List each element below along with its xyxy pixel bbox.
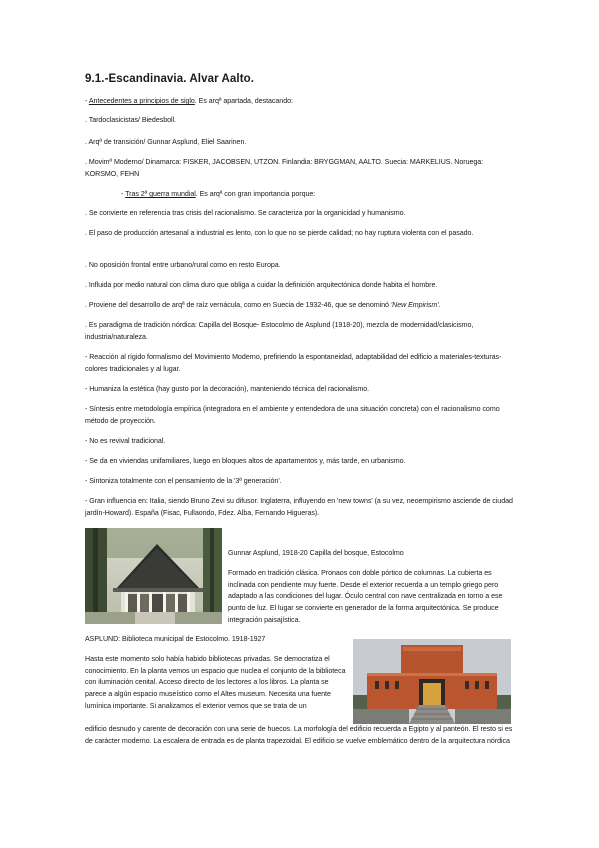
paragraph-vernacula [85, 300, 513, 312]
chapel-photo [85, 528, 222, 624]
paragraph-medio-natural: . Influida por medio natural con clima duro que obliga a cuidar la definición arquitectónica donde habita el hombre. [85, 281, 438, 289]
heading-tras-guerra: Tras 2ª guerra mundial [125, 190, 196, 198]
paragraph-antecedentes [85, 96, 513, 108]
paragraph-tras-guerra [121, 189, 513, 201]
paragraph-sintesis: - Síntesis entre metodología empírica (integradora en el ambiente y entendedora de una situación concreta) con el racionalismo como método de proyección. [85, 405, 500, 425]
paragraph-revival: - No es revival tradicional. [85, 437, 166, 445]
paragraph-viviendas: - Se da en viviendas unifamiliares, luego en bloques altos de apartamentos y, más tarde, en urbanismo. [85, 457, 406, 465]
paragraph-text: . Es arqª con gran importancia porque: [195, 190, 316, 198]
paragraph-text: . Es arqª apartada, destacando: [194, 97, 293, 105]
paragraph-transicion: . Arqª de transición/ Gunnar Asplund, Eliel Saarinen. [85, 138, 247, 146]
paragraph-text: . Proviene del desarrollo de arqª de raíz vernácula, como en Suecia de 1932-46, que se denominó [85, 301, 391, 309]
new-empirism-term: 'New Empirism' [390, 301, 439, 309]
heading-antecedentes: Antecedentes a principios de siglo [88, 97, 195, 105]
paragraph-text: . [438, 301, 441, 309]
paragraph-movimiento-moderno: . Movimº Moderno/ Dinamarca: FISKER, JACOBSEN, UTZON. Finlandia: BRYGGMAN, AALTO. Suecia: MARKELIUS. Noruega: KORSMO, FEHN [85, 158, 484, 178]
library-photo [353, 639, 511, 724]
list-dash: - [121, 190, 126, 198]
paragraph-paradigma: . Es paradigma de tradición nórdica: Capilla del Bosque- Estocolmo de Asplund (1918-20), mezcla de modernidad/clasicismo, industria/naturaleza. [85, 321, 474, 341]
chapel-description: Formado en tradición clásica. Pronaos con doble pórtico de columnas. La cubierta es inclinada con pendiente muy fuerte. Desde el exterior recuerda a un templo griego pero adaptado a las condiciones del lugar. Óculo central con nave centralizada en torno a ese punto de luz. El lugar se convierte en generador de la forma arquitectónica. Se produce integración paisajística. [228, 569, 503, 624]
paragraph-reaccion: - Reacción al rígido formalismo del Movimiento Moderno, prefiriendo la espontaneidad, adaptabilidad del edificio a materiales-texturas-colores tradicionales y al lugar. [85, 353, 502, 373]
library-description-narrow: Hasta este momento solo había habido bibliotecas privadas. Se democratiza el conocimiento. En la planta vemos un espacio que nuclea el conjunto de la biblioteca con iluminación cenital. Acceso directo de los lectores a los libros. La planta se parece a algún espacio museístico como el Altes museum. Necesita una fuente lumínica importante. Si analizamos el exterior vemos que se trata de un [85, 655, 346, 710]
paragraph-sintoniza: - Sintoniza totalmente con el pensamiento de la '3ª generación'. [85, 477, 282, 485]
paragraph-humaniza: - Humaniza la estética (hay gusto por la decoración), manteniendo técnica del racionalismo. [85, 385, 370, 393]
paragraph-tardoclasicistas: . Tardoclasicistas/ Biedesboll. [85, 116, 176, 124]
paragraph-referencia: . Se convierte en referencia tras crisis del racionalismo. Se caracteriza por la organicidad y humanismo. [85, 209, 406, 217]
library-description-full: edificio desnudo y carente de decoración con una serie de huecos. La morfología del edificio recuerda a Egipto y al panteón. El resto si es de carácter moderno. La escalera de entrada es de planta trapezoidal. El edificio se vuelve emblemático dentro de la arquitectura nórdica [85, 725, 513, 745]
paragraph-produccion: . El paso de producción artesanal a industrial es lento, con lo que no se pierde calidad; no hay ruptura violenta con el pasado. [85, 229, 474, 237]
list-dash: - [85, 97, 89, 105]
paragraph-oposicion: . No oposición frontal entre urbano/rural como en resto Europa. [85, 261, 281, 269]
library-caption: ASPLUND: Biblioteca municipal de Estocolmo. 1918-1927 [85, 635, 266, 643]
page-title: 9.1.-Escandinavia. Alvar Aalto. [85, 73, 255, 85]
chapel-caption: Gunnar Asplund, 1918-20 Capilla del bosque, Estocolmo [228, 549, 404, 557]
paragraph-influencia: - Gran influencia en: Italia, siendo Bruno Zevi su difusor. Inglaterra, influyendo en 'new towns' (a su vez, neoempirismo asciende de ciudad jardín-Howard). España (Fisac, Fullaondo, Fdez. Alba, Fernando Higueras). [85, 497, 513, 517]
